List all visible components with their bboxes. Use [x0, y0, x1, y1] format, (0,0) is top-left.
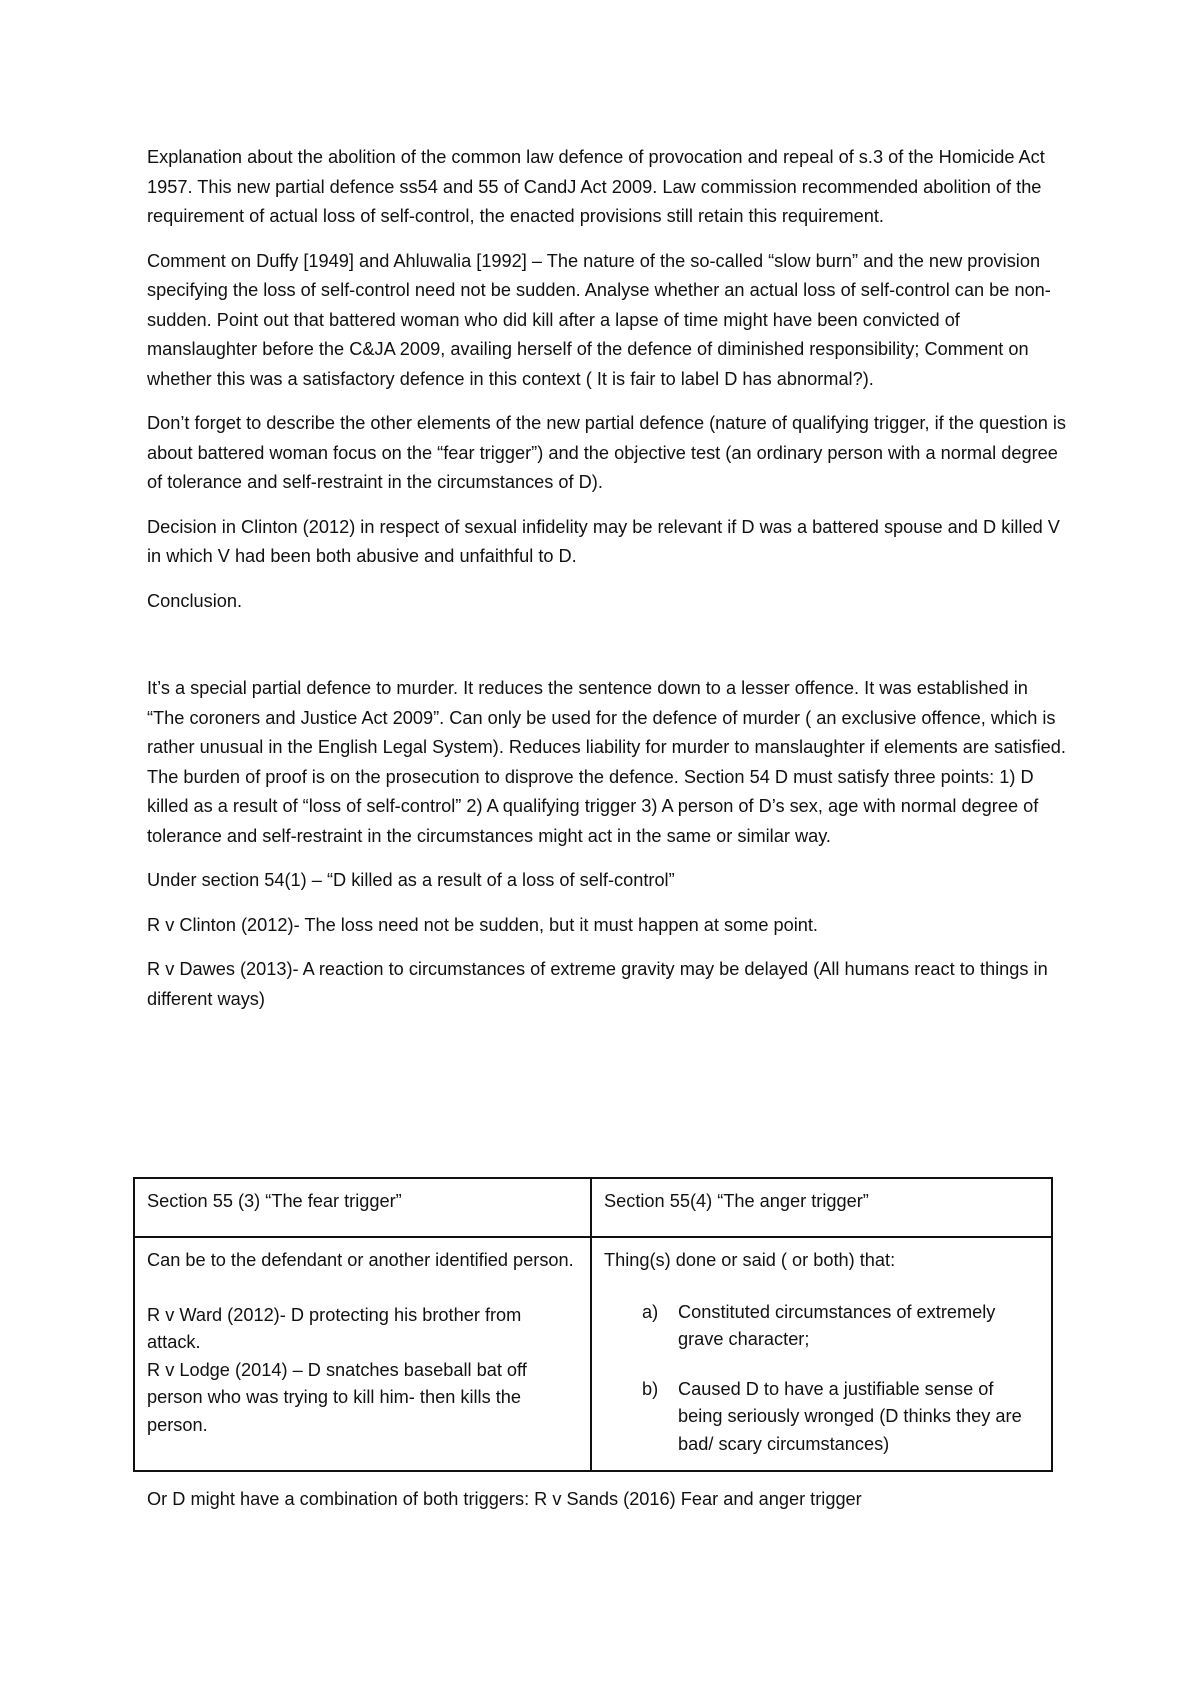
paragraph-other-elements: Don’t forget to describe the other elements of the new partial defence (nature of qualifying trigger, if the question is about battered woman focus on the “fear trigger”) and the objective test (an ordinary person with a normal degree of tolerance and self-restraint in the circumstances of D).: [147, 413, 1067, 492]
table-header-row: [134, 1178, 1052, 1237]
fear-trigger-cell: [134, 1237, 591, 1471]
case-r-v-ward: R v Ward (2012)- D protecting his brother from attack.: [147, 1304, 522, 1352]
fear-trigger-header: Section 55 (3) “The fear trigger”: [134, 1178, 591, 1237]
anger-trigger-cell: [591, 1237, 1052, 1471]
list-marker: b): [642, 1378, 659, 1399]
table-body-row: [134, 1237, 1052, 1471]
condition-text: Caused D to have a justifiable sense of being seriously wronged (D thinks they are bad/ scary circumstances): [678, 1378, 1022, 1454]
document-body: [147, 143, 1067, 1029]
paragraph-gap: [147, 631, 1067, 674]
list-marker: a): [642, 1301, 659, 1322]
paragraph-partial-defence-overview: It’s a special partial defence to murder. It reduces the sentence down to a lesser offence. It was established in “The coroners and Justice Act 2009”. Can only be used for the defence of murder ( an exclusive offence, which is rather unusual in the English Legal System). Reduces liability for murder to manslaughter if elements are satisfied. The burden of proof is on the prosecution to disprove the defence. Section 54 D must satisfy three points: 1) D killed as a result of “loss of self-control” 2) A qualifying trigger 3) A person of D’s sex, age with normal degree of tolerance and self-restraint in the circumstances might act in the same or similar way.: [147, 678, 1066, 846]
cell-spacer: [147, 1275, 578, 1302]
condition-item: [604, 1299, 1039, 1354]
fear-trigger-description: Can be to the defendant or another identified person.: [147, 1250, 574, 1270]
paragraph-combination-triggers: Or D might have a combination of both triggers: R v Sands (2016) Fear and anger trigger: [147, 1489, 862, 1509]
paragraph-section-54-1: Under section 54(1) – “D killed as a result of a loss of self-control”: [147, 870, 675, 890]
condition-text: Constituted circumstances of extremely grave character;: [678, 1301, 996, 1349]
triggers-table: [133, 1177, 1053, 1472]
anger-trigger-conditions: [604, 1299, 1039, 1459]
paragraph-conclusion: Conclusion.: [147, 590, 243, 611]
anger-trigger-intro: Thing(s) done or said ( or both) that:: [604, 1250, 896, 1270]
condition-item: [604, 1376, 1039, 1459]
paragraph-r-v-clinton: R v Clinton (2012)- The loss need not be sudden, but it must happen at some point.: [147, 914, 818, 935]
triggers-table-wrapper: [133, 1177, 1053, 1472]
paragraph-provocation-abolition: Explanation about the abolition of the common law defence of provocation and repeal of s.3 of the Homicide Act 1957. This new partial defence ss54 and 55 of CandJ Act 2009. Law commission recommended abolition of the requirement of actual loss of self-control, the enacted provisions still retain this requirement.: [147, 147, 1045, 226]
anger-trigger-header: Section 55(4) “The anger trigger”: [591, 1178, 1052, 1237]
paragraph-clinton-decision: Decision in Clinton (2012) in respect of sexual infidelity may be relevant if D was a battered spouse and D killed V in which V had been both abusive and unfaithful to D.: [147, 516, 1060, 566]
case-r-v-lodge: R v Lodge (2014) – D snatches baseball bat off person who was trying to kill him- then kills the person.: [147, 1359, 527, 1435]
paragraph-r-v-dawes: R v Dawes (2013)- A reaction to circumstances of extreme gravity may be delayed (All humans react to things in different ways): [147, 959, 1048, 1009]
paragraph-duffy-ahluwalia: Comment on Duffy [1949] and Ahluwalia [1992] – The nature of the so-called “slow burn” and the new provision specifying the loss of self-control need not be sudden. Analyse whether an actual loss of self-control can be non-sudden. Point out that battered woman who did kill after a lapse of time might have been convicted of manslaughter before the C&JA 2009, availing herself of the defence of diminished responsibility; Comment on whether this was a satisfactory defence in this context ( It is fair to label D has abnormal?).: [147, 250, 1051, 389]
